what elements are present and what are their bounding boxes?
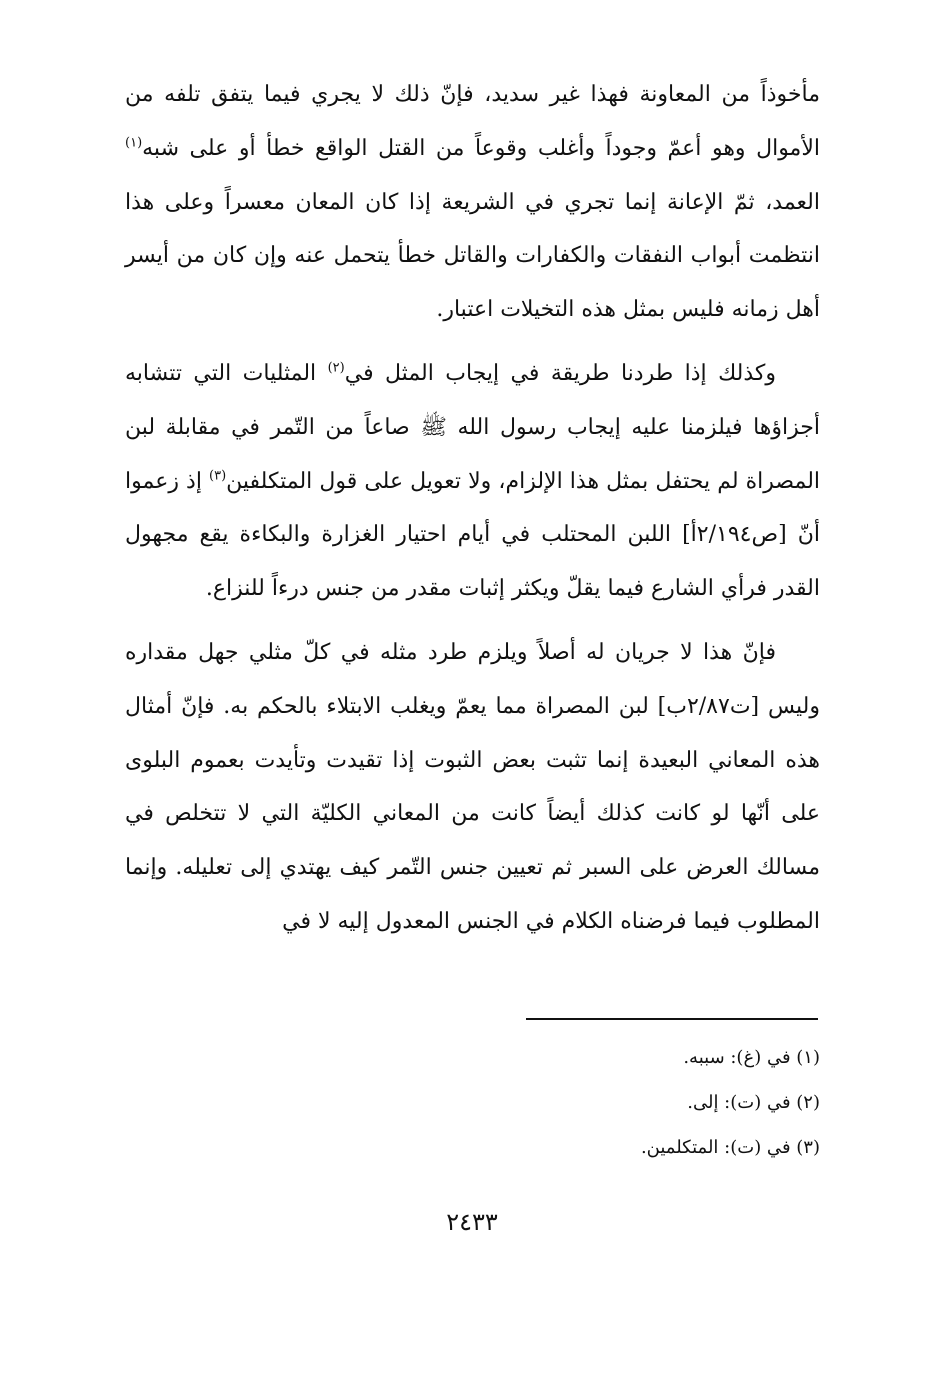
main-text	[125, 68, 820, 949]
paragraph-text: وكذلك إذا طردنا طريقة في إيجاب المثل في	[344, 360, 776, 386]
paragraph-text: إذ زعموا أنّ [ص٢/١٩٤أ] اللبن المحتلب في أيام احتيار الغزارة والبكاءة يقع مجهول القدر فرأي الشارع فيما يقلّ ويكثر إثبات مقدر من جنس درءاً للنزاع.	[125, 468, 820, 602]
page-number: ٢٤٣٣	[446, 1208, 498, 1236]
paragraph-text: المثليات التي تتشابه أجزاؤها فيلزمنا عليه إيجاب رسول الله ﷺ صاعاً من التّمر في مقابلة لبن المصراة لم يحتفل بمثل هذا الإلزام، ولا تعويل على قول المتكلفين	[125, 360, 821, 494]
footnotes	[125, 1035, 820, 1170]
paragraph-1	[125, 68, 820, 337]
paragraph-text: فإنّ هذا لا جريان له أصلاً ويلزم طرد مثله في كلّ مثلي جهل مقداره وليس [ت٢/٨٧ب] لبن المصراة مما يعمّ ويغلب الابتلاء بالحكم به. فإنّ أمثال هذه المعاني البعيدة إنما تثبت بعض الثبوت إذا تقيدت وتأيدت بعموم البلوى على أنّها لو كانت كذلك أيضاً كانت من المعاني الكليّة التي لا تتخلص في مسالك العرض على السبر ثم تعيين جنس التّمر كيف يهتدي إلى تعليله. وإنما المطلوب فيما فرضناه الكلام في الجنس المعدول إليه لا في	[125, 639, 820, 934]
footnote-reference: (٣)	[209, 468, 227, 484]
footnote-1: (١) في (غ): سببه.	[683, 1047, 820, 1068]
paragraph-text: العمد، ثمّ الإعانة إنما تجري في الشريعة إذا كان المعان معسراً وعلى هذا انتظمت أبواب النفقات والكفارات والقاتل خطأ يتحمل عنه وإن كان من أيسر أهل زمانه فليس بمثل هذه التخيلات اعتبار.	[125, 189, 820, 323]
paragraph-3	[125, 626, 820, 949]
paragraph-text: مأخوذاً من المعاونة فهذا غير سديد، فإنّ ذلك لا يجري فيما يتفق تلفه من الأموال وهو أعمّ وجوداً وأغلب وقوعاً من القتل الواقع خطأ أو على شبه	[125, 82, 820, 161]
footnote-reference: (٢)	[327, 360, 345, 376]
paragraph-2	[125, 347, 820, 616]
footnote-3: (٣) في (ت): المتكلمين.	[640, 1137, 820, 1158]
footnote-reference: (١)	[125, 135, 143, 151]
footnote-2: (٢) في (ت): إلى.	[687, 1092, 820, 1113]
footnote-separator	[526, 1018, 818, 1020]
